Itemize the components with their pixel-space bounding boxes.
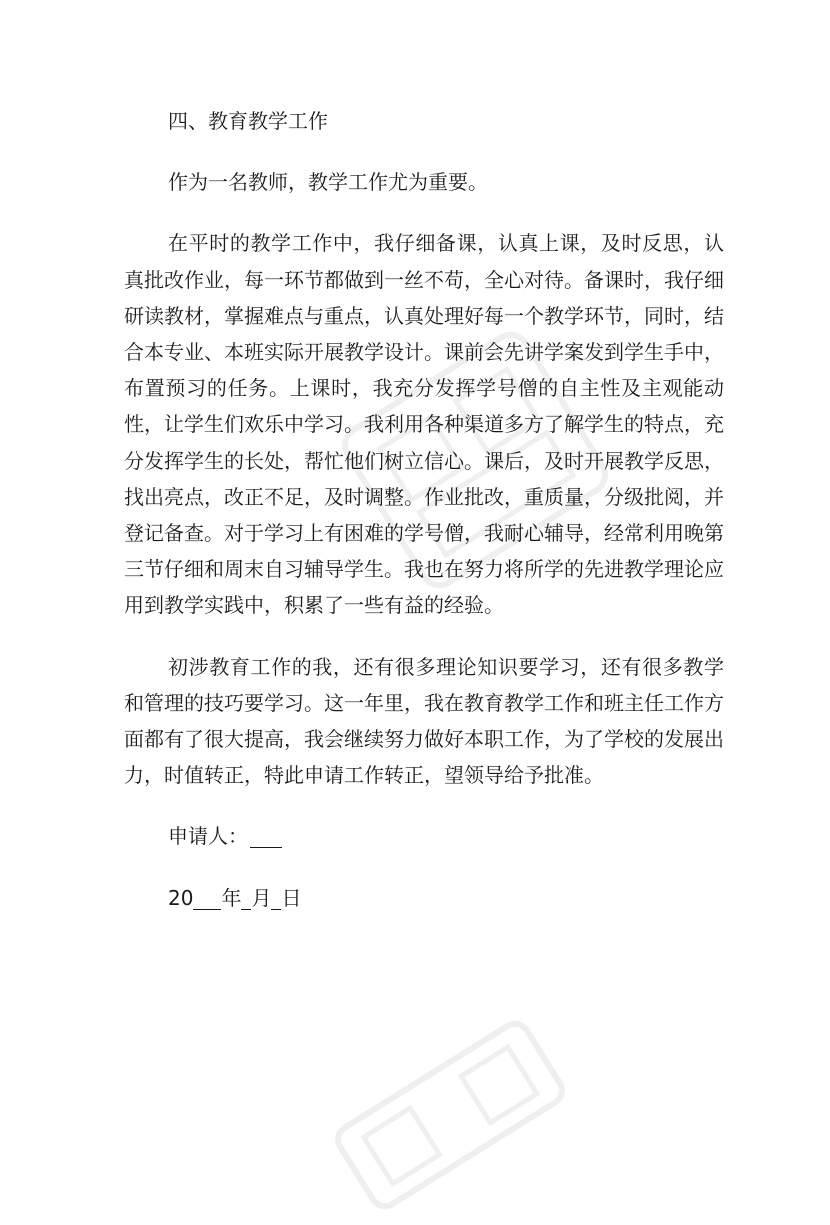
date-day-blank [271,885,281,910]
paragraph-intro: 作为一名教师，教学工作尤为重要。 [168,170,488,195]
paragraph-teaching: 在平时的教学工作中，我仔细备课，认真上课，及时反思，认真批改作业，每一环节都做到一丝不苟，全心对待。备课时，我仔细研读教材，掌握难点与重点，认真处理好每一个教学环节，同时，结合本专业、本班实际开展教学设计。课前会先讲学案发到学生手中，布置预习的任务。上课时，我充分发挥学号僧的自主性及主观能动性，让学生们欢乐中学习。我利用各种渠道多方了解学生的特点，充分发挥学生的长处，帮忙他们树立信心。课后，及时开展教学反思，找出亮点，改正不足，及时调整。作业批改，重质量，分级批阅，并登记备查。对于学习上有困难的学号僧，我耐心辅导，经常利用晚第三节仔细和周末自习辅导学生。我也在努力将所学的先进教学理论应用到教学实践中，积累了一些有益的经验。 [124,231,724,618]
date-year-prefix: 20 [168,885,194,910]
section-heading: 四、教育教学工作 [168,109,328,133]
date-month-char: 月 [251,885,272,910]
document-body [124,103,724,941]
date-year-char: 年 [221,885,242,910]
date-line [124,880,724,916]
paragraph-conclusion: 初涉教育工作的我，还有很多理论知识要学习，还有很多教学和管理的技巧要学习。这一年里，我在教育教学工作和班主任工作方面都有了很大提高，我会继续努力做好本职工作，为了学校的发展出力，时值转正，特此申请工作转正，望领导给予批准。 [124,654,724,788]
signature-label: 申请人： [168,824,248,849]
date-month-blank [241,885,251,910]
watermark-logo-bottom [319,1005,581,1225]
signature-blank [250,823,282,848]
date-day-char: 日 [281,885,302,910]
signature-line [124,818,724,854]
date-year-blank [193,885,221,910]
